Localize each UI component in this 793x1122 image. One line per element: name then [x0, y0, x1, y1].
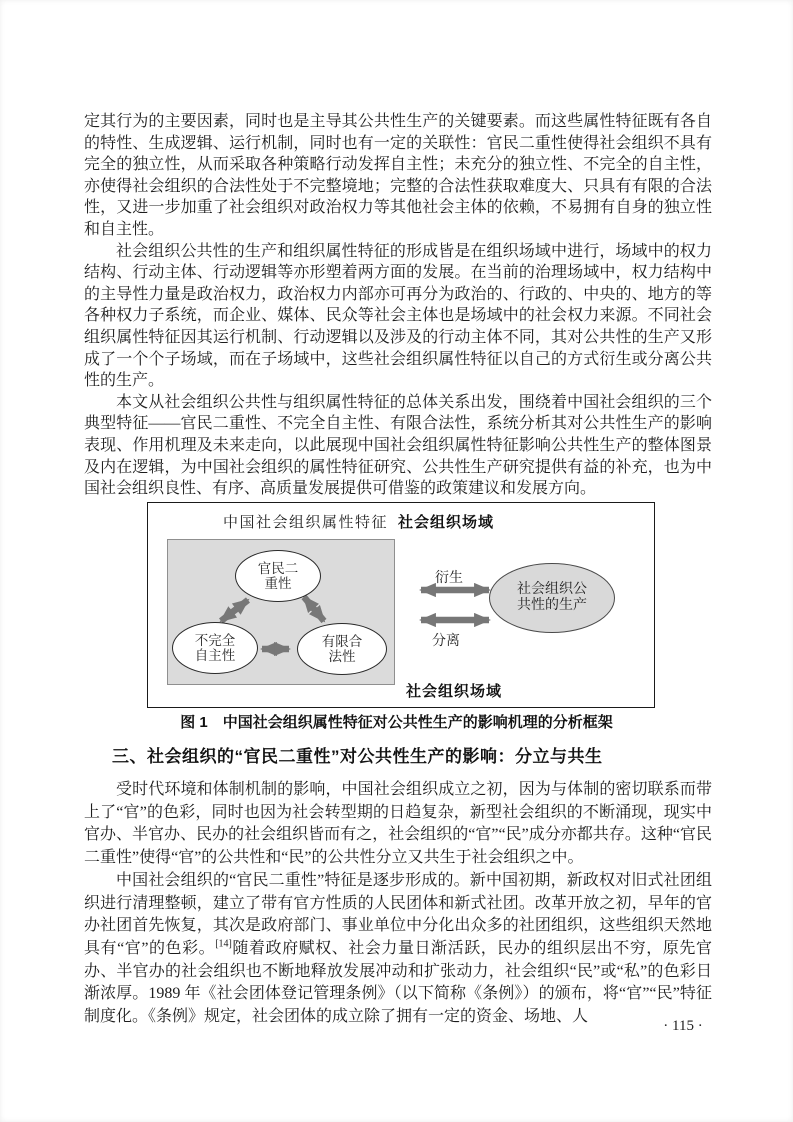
field-label-top: 社会组织场域 — [398, 514, 495, 531]
relation-label-derive: 衍生 — [435, 571, 463, 586]
relation-label-separate: 分离 — [432, 634, 460, 649]
paragraph-4: 受时代环境和体制机制的影响，中国社会组织成立之初，因为与体制的密切联系而带上了“官”的色彩，同时也因为社会转型期的日趋复杂，新型社会组织的不断涌现，现实中官办、半官办、民办的社会组织皆而有之，社会组织的“官”“民”成分亦都共存。这种“官民二重性”使得“官”的公共性和“民”的公共性分立又共生于社会组织之中。 — [84, 781, 712, 867]
paragraph-5-text: 随着政府赋权、社会力量日渐活跃，民办的组织层出不穷，原先官办、半官办的社会组织也不断地释放发展冲动和扩张动力，社会组织“民”或“私”的色彩日渐浓厚。1989 年《社会团体登记管理条例》（以下简称《条例》）的颁布，将“官”“民”特征制度化。《条例》规定，社会团体的成立除了拥有一定的资金、场地、人 — [84, 939, 712, 1026]
node-label-line: 官民二 — [257, 561, 299, 576]
node-publicness-production — [489, 563, 615, 633]
node-label-line: 自主性 — [194, 648, 236, 663]
footnote-ref-14: [14] — [215, 938, 232, 950]
paragraph-5-text: 中国社会组织的“官民二重性”特征是逐步形成的。新中国初期，新政权对旧式社团组织进行清理整顿，建立了带有官方性质的人民团体和新式社团。改革开放之初，早年的官办社团首先恢复，其次是政府部门、事业单位中分化出众多的社团组织，这些组织天然地具有“官”的色彩。 — [84, 871, 712, 957]
paragraph-2: 社会组织公共性的生产和组织属性特征的形成皆是在组织场域中进行，场域中的权力结构、行动主体、行动逻辑等亦形塑着两方面的发展。在当前的治理场域中，权力结构中的主导性力量是政治权力，政治权力内部亦可再分为政治的、行政的、中央的、地方的等各种权力子系统，而企业、媒体、民众等社会主体也是场域中的社会权力来源。不同社会组织属性特征因其运行机制、行动逻辑以及涉及的行动主体不同，其对公共性的生产又形成了一个个子场域，而在子场域中，这些社会组织属性特征以自己的方式衍生或分离公共性的生产。 — [84, 242, 712, 390]
node-official-civil-duality — [235, 550, 321, 602]
figure-1 — [147, 502, 655, 708]
paragraph-5 — [84, 870, 712, 1029]
section-heading: 三、社会组织的“官民二重性”对公共性生产的影响：分立与共生 — [112, 747, 603, 766]
node-label-line: 共性的生产 — [517, 598, 587, 613]
node-label-line: 不完全 — [194, 633, 236, 648]
node-label-line: 社会组织公 — [517, 582, 587, 597]
page-number: · 115 · — [663, 1018, 703, 1034]
content-bottom — [84, 779, 712, 1029]
node-label-line: 法性 — [328, 649, 356, 664]
paragraph-1: 定其行为的主要因素，同时也是主导其公共性生产的关键要素。而这些属性特征既有各自的特性、生成逻辑、运行机制，同时也有一定的关联性：官民二重性使得社会组织不具有完全的独立性，从而采取各种策略行动发挥自主性；未充分的独立性、不完全的自主性，亦使得社会组织的合法性处于不完整境地；完整的合法性获取难度大、只具有有限的合法性，又进一步加重了社会组织对政治权力等其他社会主体的依赖，不易拥有自身的独立性和自主性。 — [84, 113, 712, 238]
node-label-line: 重性 — [264, 576, 292, 591]
arrow-dual-legitimacy — [304, 597, 324, 621]
paragraph-3: 本文从社会组织公共性与组织属性特征的总体关系出发，围绕着中国社会组织的三个典型特征——官民二重性、不完全自主性、有限合法性，系统分析其对公共性生产的影响表现、作用机理及未来走向，以此展现中国社会组织属性特征影响公共性生产的整体图景及内在逻辑，为中国社会组织的属性特征研究、公共性生产研究提供有益的补充，也为中国社会组织良性、有序、高质量发展提供可借鉴的政策建议和发展方向。 — [84, 393, 712, 498]
attributes-title: 中国社会组织属性特征 — [222, 515, 388, 531]
node-incomplete-autonomy — [172, 622, 258, 674]
node-label-line: 有限合 — [321, 634, 363, 649]
node-limited-legitimacy — [297, 623, 387, 675]
content-top — [84, 111, 712, 500]
figure-caption: 图 1 中国社会组织属性特征对公共性生产的影响机理的分析框架 — [180, 714, 613, 731]
field-label-bottom: 社会组织场域 — [406, 683, 503, 700]
arrow-dual-autonomy — [221, 600, 248, 621]
